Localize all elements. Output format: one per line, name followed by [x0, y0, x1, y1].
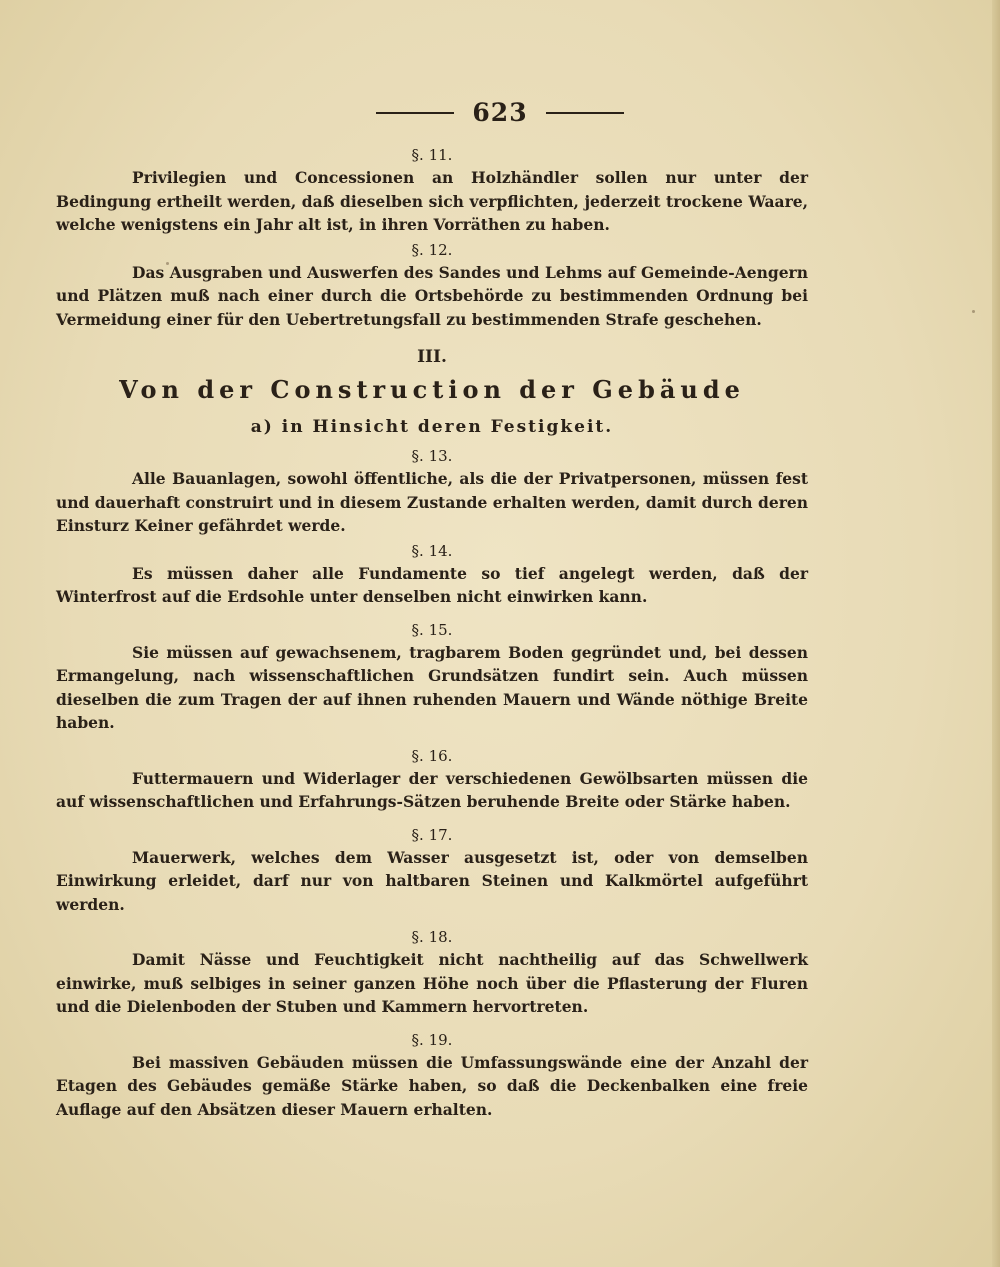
section-label: §. 19.	[411, 1030, 453, 1049]
chapter-title: Von der Construction der Gebäude	[119, 375, 745, 404]
section-13	[56, 445, 808, 538]
paper-speck	[972, 310, 975, 313]
section-11	[56, 144, 808, 237]
chapter-number: III.	[417, 347, 447, 367]
section-label: §. 18.	[411, 928, 453, 946]
section-label: §. 17.	[411, 825, 453, 844]
section-label: §. 12.	[411, 240, 453, 259]
page-number: 623	[472, 98, 528, 127]
section-text: Futtermauern und Widerlager der verschiedenen Gewölbsarten müssen die auf wissenschaftlichen und Erfahrungs-Sätzen beruhende Breite oder Stärke haben.	[56, 768, 808, 811]
section-19	[56, 1029, 808, 1122]
section-text: Das Ausgraben und Auswerfen des Sandes und Lehms auf Gemeinde-Aengern und Plätzen muß nach einer durch die Ortsbehörde zu bestimmenden Ordnung bei Vermeidung einer für den Uebertretungsfall zu bestimmenden Strafe geschehen.	[56, 262, 808, 329]
section-label: §. 11.	[411, 146, 453, 164]
page-header	[0, 98, 1000, 127]
section-text: Bei massiven Gebäuden müssen die Umfassungswände eine der Anzahl der Etagen des Gebäudes gemäße Stärke haben, so daß die Deckenbalken eine freie Auflage auf den Absätzen dieser Mauern erhalten.	[56, 1052, 808, 1119]
section-18	[56, 926, 808, 1019]
section-12	[56, 239, 808, 332]
section-text: Alle Bauanlagen, sowohl öffentliche, als die der Privatpersonen, müssen fest und dauerhaft construirt und in diesem Zustande erhalten werden, damit durch deren Einsturz Keiner gefährdet werde.	[56, 469, 808, 535]
section-text: Privilegien und Concessionen an Holzhändler sollen nur unter der Bedingung ertheilt werden, daß dieselben sich verpflichten, jederzeit trockene Waare, welche wenigstens ein Jahr alt ist, in ihren Vorräthen zu haben.	[56, 168, 808, 234]
page-edge	[992, 0, 1000, 1267]
section-label: §. 13.	[411, 447, 453, 465]
section-15	[56, 619, 808, 735]
section-16	[56, 745, 808, 814]
section-17	[56, 824, 808, 917]
section-text: Sie müssen auf gewachsenem, tragbarem Boden gegründet und, bei dessen Ermangelung, nach wissenschaftlichen Grundsätzen fundirt sein. Auch müssen dieselben die zum Tragen der auf ihnen ruhenden Mauern und Wände nöthige Breite haben.	[56, 642, 808, 732]
header-rule-left	[376, 112, 454, 114]
section-label: §. 15.	[411, 620, 453, 639]
section-text: Damit Nässe und Feuchtigkeit nicht nachtheilig auf das Schwellwerk einwirke, muß selbiges in seiner ganzen Höhe noch über die Pflasterung der Fluren und die Dielenboden der Stuben und Kammern hervortreten.	[56, 950, 808, 1016]
section-text: Mauerwerk, welches dem Wasser ausgesetzt ist, oder von demselben Einwirkung erleidet, darf nur von haltbaren Steinen und Kalkmörtel aufgeführt werden.	[56, 847, 808, 914]
chapter-subtitle: a) in Hinsicht deren Festigkeit.	[250, 417, 614, 437]
section-14	[56, 540, 808, 609]
document-body	[56, 144, 808, 1121]
header-rule-right	[546, 112, 624, 114]
section-label: §. 16.	[411, 746, 453, 765]
section-label: §. 14.	[411, 541, 453, 560]
section-text: Es müssen daher alle Fundamente so tief angelegt werden, daß der Winterfrost auf die Erdsohle unter denselben nicht einwirken kann.	[56, 563, 808, 606]
